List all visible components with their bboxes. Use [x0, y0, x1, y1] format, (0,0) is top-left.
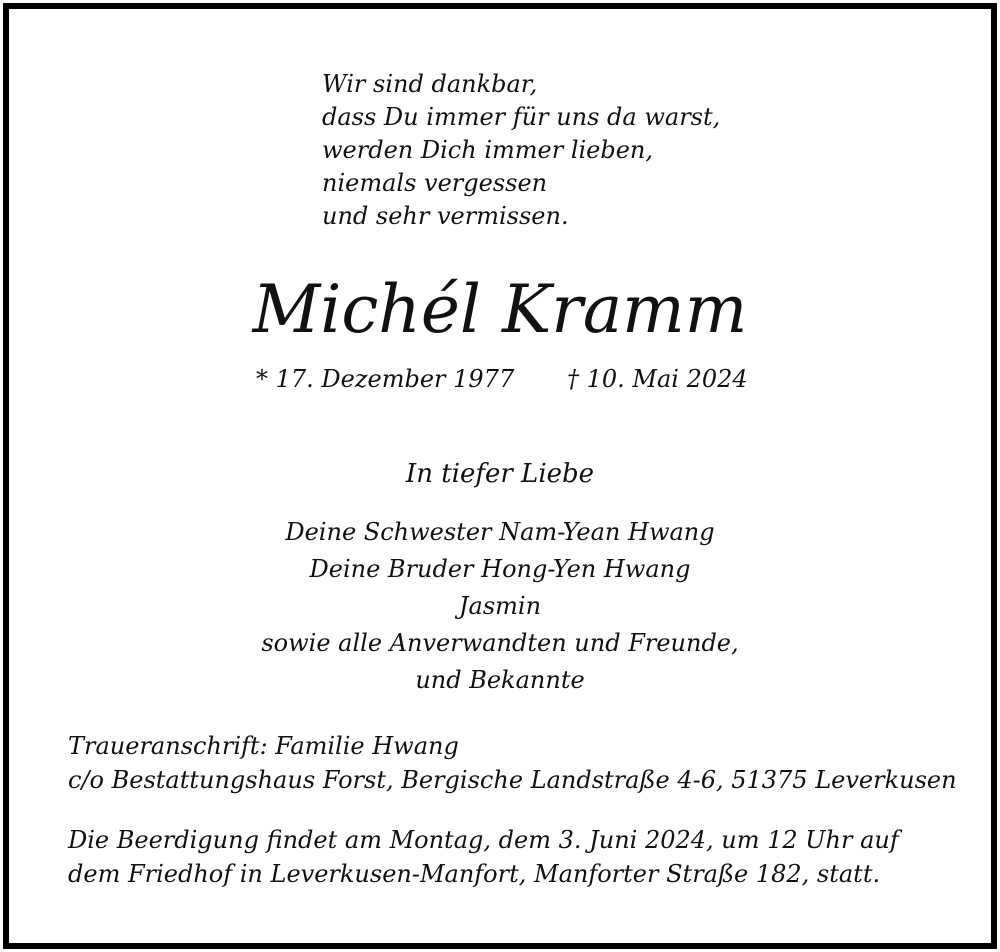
birth-date: * 17. Dezember 1977	[256, 365, 515, 393]
mourner-line: Deine Schwester Nam-Yean Hwang	[285, 518, 715, 546]
funeral-line: dem Friedhof in Leverkusen-Manfort, Manforter Straße 182, statt.	[68, 860, 881, 888]
mourning-heading: In tiefer Liebe	[405, 459, 595, 489]
mourner-line: Deine Bruder Hong-Yen Hwang	[309, 555, 691, 583]
deceased-name: Michél Kramm	[252, 271, 748, 348]
address-line: c/o Bestattungshaus Forst, Bergische Landstraße 4-6, 51375 Leverkusen	[68, 766, 957, 794]
mourner-line: sowie alle Anverwandten und Freunde,	[261, 629, 739, 657]
poem-line: dass Du immer für uns da warst,	[322, 103, 721, 131]
poem-line: Wir sind dankbar,	[322, 70, 538, 98]
funeral-line: Die Beerdigung findet am Montag, dem 3. Juni 2024, um 12 Uhr auf	[68, 826, 899, 854]
mourner-line: Jasmin	[458, 592, 542, 620]
poem	[322, 68, 720, 233]
mourners-list	[0, 514, 1000, 699]
mourner-line: und Bekannte	[415, 666, 585, 694]
poem-line: niemals vergessen	[322, 169, 548, 197]
poem-line: werden Dich immer lieben,	[322, 136, 654, 164]
address-line: Traueranschrift: Familie Hwang	[68, 732, 459, 760]
funeral-notice	[68, 823, 899, 891]
poem-line: und sehr vermissen.	[322, 202, 569, 230]
mourning-address	[68, 729, 957, 797]
death-date: † 10. Mai 2024	[567, 365, 748, 393]
